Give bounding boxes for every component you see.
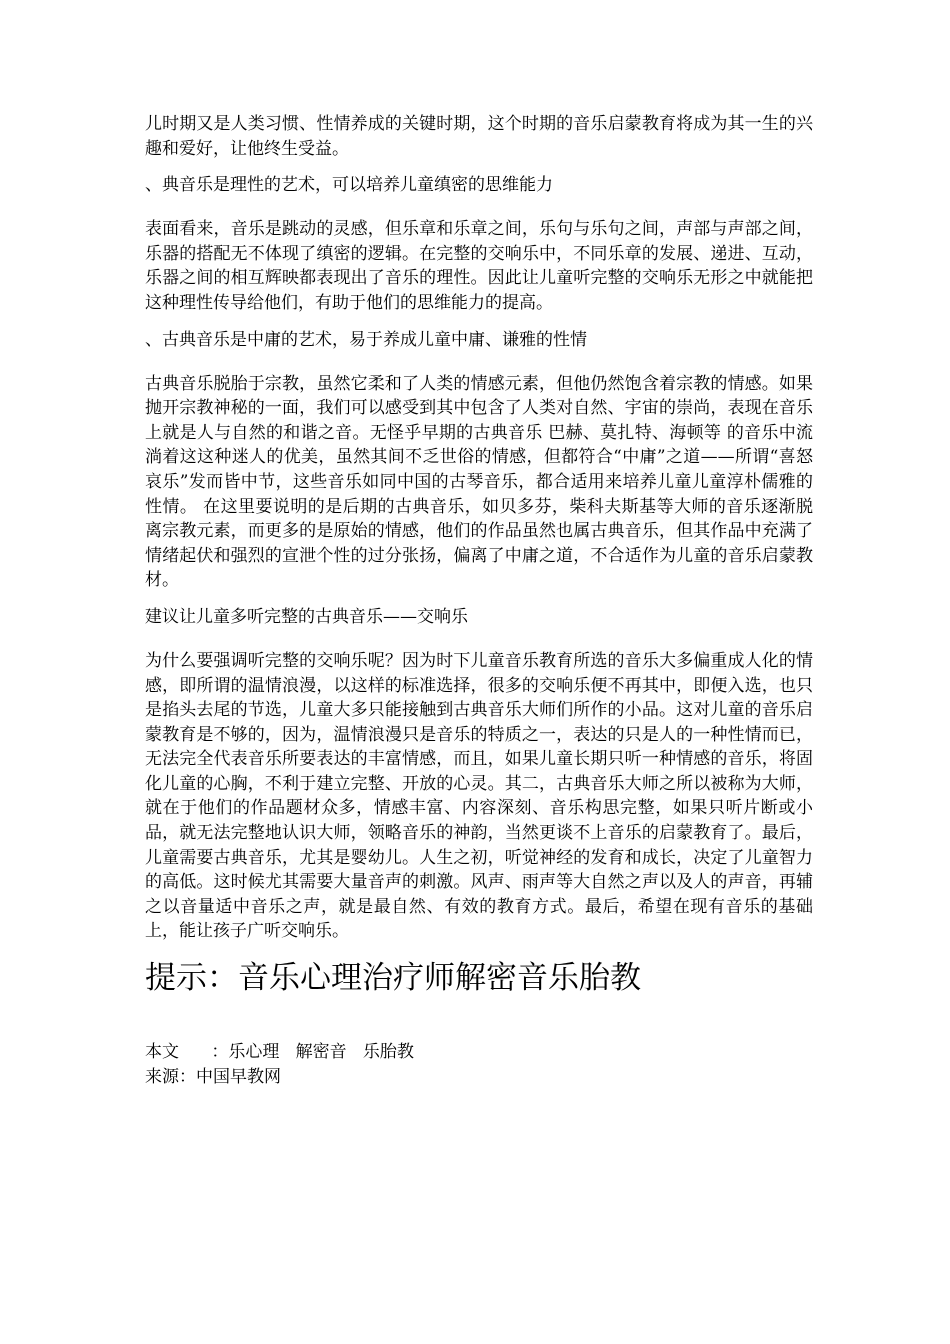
section-heading-1: 、典音乐是理性的艺术，可以培养儿童缜密的思维能力 [145,175,553,196]
section-paragraph-3: 为什么要强调听完整的交响乐呢？因为时下儿童音乐教育所选的音乐大多偏重成人化的情感，即所谓的温情浪漫，以这样的标准选择，很多的交响乐便不再其中，即便入选，也只是掐头去尾的节选，儿童大多只能接触到古典音乐大师们所作的小品。这对儿童的音乐启蒙教育是不够的，因为，温情浪漫只是音乐的特质之一，表达的只是人的一种性情而已，无法完全代表音乐所要表达的丰富情感，而且，如果儿童长期只听一种情感的音乐，将固化儿童的心胸，不利于建立完整、开放的心灵。其二，古典音乐大师之所以被称为大师，就在于他们的作品题材众多，情感丰富、内容深刻、音乐构思完整，如果只听片断或小品，就无法完整地认识大师，领略音乐的神韵，当然更谈不上音乐的启蒙教育了。最后，儿童需要古典音乐，尤其是婴幼儿。人生之初，听觉神经的发育和成长，决定了儿童智力的高低。这时候尤其需要大量音声的刺激。风声、雨声等大自然之声以及人的声音，再辅之以音量适中音乐之声，就是最自然、有效的教育方式。最后，希望在现有音乐的基础上，能让孩子广听交响乐。 [145,650,813,942]
source-line: 来源：中国早教网 [145,1067,281,1088]
section-paragraph-2: 古典音乐脱胎于宗教，虽然它柔和了人类的情感元素，但他仍然饱含着宗教的情感。如果抛开宗教神秘的一面，我们可以感受到其中包含了人类对自然、宇宙的崇尚，表现在音乐上就是人与自然的和谐之音。无怪乎早期的古典音乐 巴赫、莫扎特、海顿等 的音乐中流淌着这这种迷人的优美，虽然其间不乏世俗的情感，但都符合“中庸”之道——所谓“喜怒哀乐”发而皆中节，这些音乐如同中国的古琴音乐，都合适用来培养儿童儿童淳朴儒雅的性情。 在这里要说明的是后期的古典音乐，如贝多芬，柴科夫斯基等大师的音乐逐渐脱离宗教元素，而更多的是原始的情感，他们的作品虽然也属古典音乐，但其作品中充满了情绪起伏和强烈的宣泄个性的过分张扬，偏离了中庸之道，不合适作为儿童的音乐启蒙教材。 [145,373,813,591]
big-title: 提示：音乐心理治疗师解密音乐胎教 [145,960,641,997]
document-page [145,112,813,1090]
section-paragraph-1: 表面看来，音乐是跳动的灵感，但乐章和乐章之间，乐句与乐句之间，声部与声部之间，乐器的搭配无不体现了缜密的逻辑。在完整的交响乐中，不同乐章的发展、递进、互动，乐器之间的相互辉映都表现出了音乐的理性。因此让儿童听完整的交响乐无形之中就能把这种理性传导给他们，有助于他们的思维能力的提高。 [145,219,813,313]
section-heading-2: 、古典音乐是中庸的艺术，易于养成儿童中庸、谦雅的性情 [145,329,587,350]
intro-paragraph: 儿时期又是人类习惯、性情养成的关键时期，这个时期的音乐启蒙教育将成为其一生的兴趣和爱好，让他终生受益。 [145,114,813,159]
tags-line: 本文 ：乐心理 解密音 乐胎教 [145,1042,414,1063]
section-heading-3: 建议让儿童多听完整的古典音乐——交响乐 [145,606,468,627]
